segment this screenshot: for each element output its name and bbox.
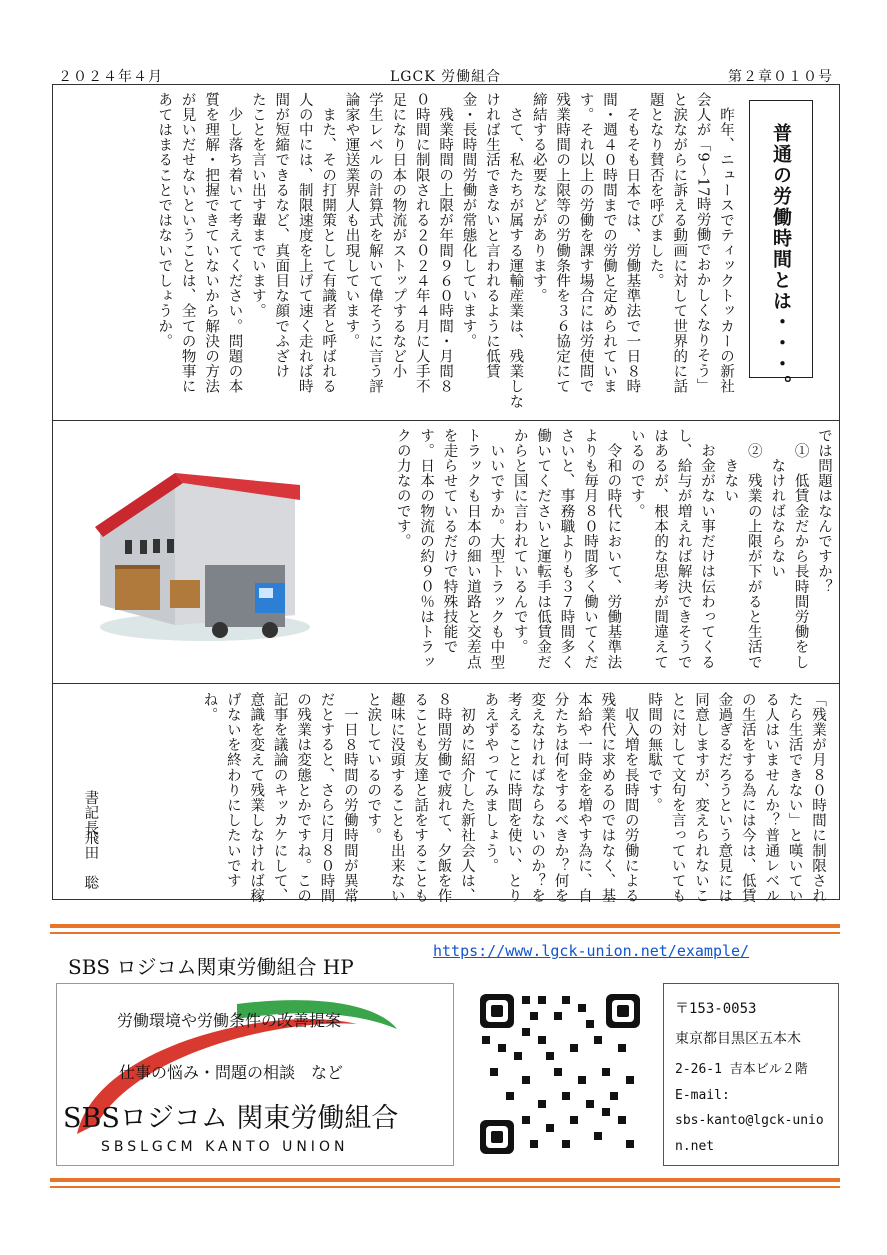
- org-name: LGCK 労働組合: [390, 69, 502, 85]
- author-role: 書記長: [82, 790, 99, 836]
- issue-date: ２０２４年４月: [58, 69, 163, 85]
- address-line2: 2-26-1 吉本ビル２階: [675, 1062, 808, 1077]
- orange-divider: [50, 932, 840, 934]
- article-column-3: 「残業が月８０時間に制限され たら生活できない」と嘆いてい る人はいませんか？普通レベル の生活をする為には今は、低賃 金過ぎるだろうという意見には 同意しますが、変えられないこ とに対して文句を言っていても 時間の無駄です。 収入増を長時間の労働による 残業代に求めるのではなく、基 本給や一時金を増やす為に、自 分たちは何をするべきか？何を 変えなければならないのか？を 考えることに時間を使い、とり あえずやってみましょう。 初めに紹介した新社会人は、 ８時間労働で疲れて、夕飯を作 ることも友達と話をすることも 趣味に没頭することも出来ない と涙しているのです。 一日８時間の労働時間が異常 だとすると、さらに月８０時間 の残業は変態とかですね。この 記事を議論のキッカケにして、 意識を変えて残業しなければ稼 げないを終わりにしたいです ね。: [201, 692, 826, 904]
- section-divider: [52, 420, 840, 421]
- union-banner: [56, 983, 454, 1166]
- orange-divider: [50, 1178, 840, 1182]
- address-line1: 東京都目黒区五本木: [675, 1031, 801, 1047]
- warehouse-truck-illustration: [95, 455, 315, 645]
- orange-divider: [50, 1186, 840, 1188]
- email-label: E-mail:: [675, 1088, 730, 1103]
- title-box: [749, 100, 813, 396]
- banner-title: SBSロジコム 関東労働組合: [63, 1103, 399, 1134]
- issue-number: 第２章０１０号: [728, 69, 833, 85]
- address-box: [663, 983, 839, 1166]
- email-link[interactable]: sbs-kanto@lgck-union.net: [675, 1113, 824, 1154]
- banner-line2: 仕事の悩み・問題の相談 など: [119, 1063, 344, 1082]
- hp-link[interactable]: https://www.lgck-union.net/example/: [433, 942, 750, 960]
- orange-divider: [50, 924, 840, 928]
- article-title: 普通の労働時間とは・・・。: [770, 123, 792, 396]
- qr-code-icon[interactable]: [478, 992, 642, 1156]
- hp-label: SBS ロジコム関東労働組合 HP: [68, 955, 354, 979]
- section-divider: [52, 683, 840, 684]
- banner-english: SBSLGCM KANTO UNION: [101, 1139, 349, 1155]
- article-column-2: では問題はなんですか？ ① 低賃金だから長時間労働をし なければならない ② 残業の上限が下がると生活で きない お金がない事だけは伝わってくる し、給与が増えれば解決できそうで はあるが、根本的な思考が間違えて いるのです。 令和の時代において、労働基準法 よりも毎月８０時間多く働いてくだ さいと、事務職よりも３７時間多く 働いてくださいと運転手は低賃金だ からと国に言われているんです。 いいですか。大型トラックも中型 トラックも日本の細い道路と交差点 を走らせているだけで特殊技能で す。日本の物流の約９０％はトラッ クの力なのです。: [394, 428, 832, 670]
- postal-code: 〒153-0053: [675, 1001, 757, 1017]
- author-name: 飛田 聡: [82, 830, 99, 891]
- article-column-1: 昨年、ニュースでティックトッカーの新社 会人が「9～17時労働でおかしくなりそう」 と涙ながらに訴える動画に対して世界的に話 題となり賛否を呼びました。 そもそも日本では、労働基準法で一日８時 間・週４０時間までの労働と定められていま す。それ以上の労働を課す場合には労使間で 残業時間の上限等の労働条件を３６協定にて 締結する必要などがあります。 さて、私たちが属する運輸産業は、残業しな ければ生活できないと言われるように低賃 金・長時間労働が常態化しています。 残業時間の上限が年間９６０時間・月間８ ０時間に制限される２０２４年４月に人手不 足になり日本の物流がストップするなど小 学生レベルの計算式を解いて偉そうに言う評 論家や運送業界人も出現しています。 また、その打開策として有識者と呼ばれる 人の中には、制限速度を上げて速く走れば時 間が短縮できるなど、真面目な顔でふざけ たことを言い出す輩までいます。 少し落ち着いて考えてください。問題の本 質を理解・把握できていないから解決の方法 が見いだせないということは、全ての物事に あてはまることではないでしょうか。: [156, 92, 734, 410]
- banner-line1: 労働環境や労働条件の改善提案: [117, 1011, 342, 1030]
